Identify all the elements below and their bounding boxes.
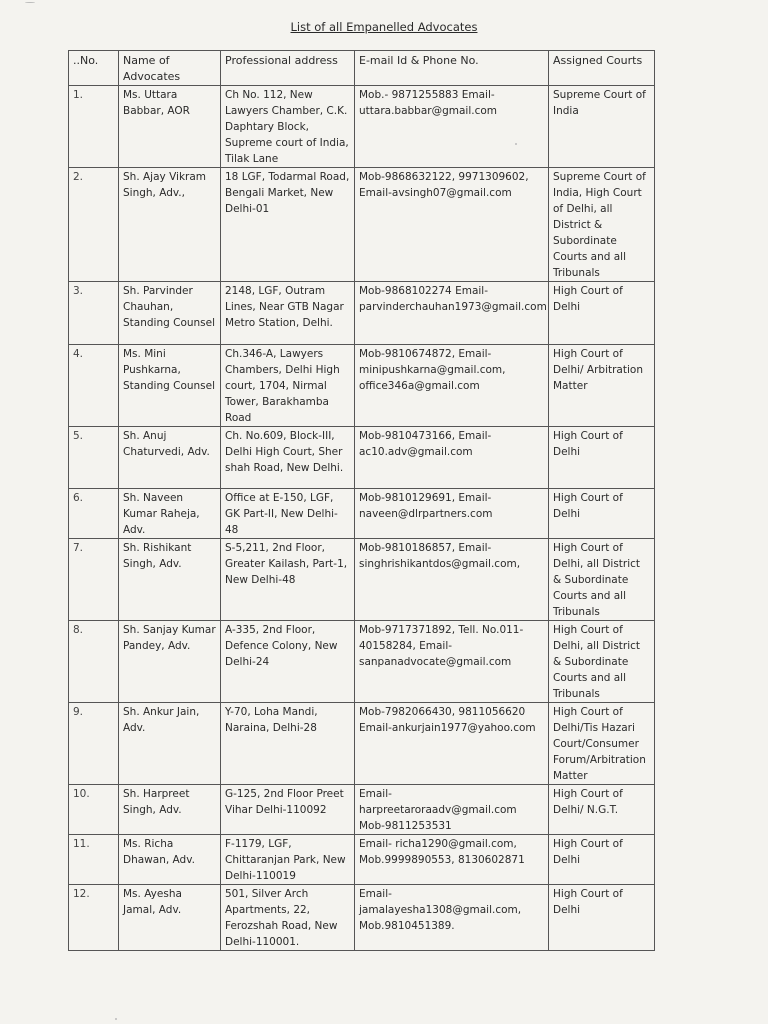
cell-name: Ms. Ayesha Jamal, Adv. <box>119 885 221 951</box>
cell-courts: High Court of Delhi <box>549 489 655 539</box>
cell-address: G-125, 2nd Floor Preet Vihar Delhi-110092 <box>221 785 355 835</box>
cell-name: Sh. Anuj Chaturvedi, Adv. <box>119 427 221 489</box>
table-row <box>69 621 655 703</box>
cell-contact: Mob.- 9871255883 Email-uttara.babbar@gmail.com <box>355 86 549 168</box>
cell-address: A-335, 2nd Floor, Defence Colony, New Delhi-24 <box>221 621 355 703</box>
cell-address: F-1179, LGF, Chittaranjan Park, New Delhi-110019 <box>221 835 355 885</box>
cell-contact: Mob-9810129691, Email- naveen@dlrpartners.com <box>355 489 549 539</box>
cell-contact: Email-harpreetaroraadv@gmail.com Mob-9811253531 <box>355 785 549 835</box>
advocates-table <box>68 50 655 951</box>
cell-address: Ch.346-A, Lawyers Chambers, Delhi High court, 1704, Nirmal Tower, Barakhamba Road <box>221 345 355 427</box>
cell-courts: High Court of Delhi <box>549 885 655 951</box>
page-title: List of all Empanelled Advocates <box>290 20 478 34</box>
cell-address: 2148, LGF, Outram Lines, Near GTB Nagar Metro Station, Delhi. <box>221 282 355 345</box>
cell-name: Sh. Sanjay Kumar Pandey, Adv. <box>119 621 221 703</box>
scan-mark <box>25 2 35 3</box>
header-address: Professional address <box>221 51 355 86</box>
table-row <box>69 885 655 951</box>
table-row <box>69 427 655 489</box>
cell-contact: Mob-7982066430, 9811056620 Email-ankurjain1977@yahoo.com <box>355 703 549 785</box>
cell-courts: Supreme Court of India <box>549 86 655 168</box>
cell-courts: High Court of Delhi/ N.G.T. <box>549 785 655 835</box>
cell-sno: 10. <box>69 785 119 835</box>
table-row <box>69 835 655 885</box>
cell-courts: High Court of Delhi <box>549 427 655 489</box>
cell-sno: 4. <box>69 345 119 427</box>
cell-address: S-5,211, 2nd Floor, Greater Kailash, Part-1, New Delhi-48 <box>221 539 355 621</box>
header-courts: Assigned Courts <box>549 51 655 86</box>
cell-name: Sh. Naveen Kumar Raheja, Adv. <box>119 489 221 539</box>
header-name: Name of Advocates <box>119 51 221 86</box>
table-header-row <box>69 51 655 86</box>
scan-mark <box>515 143 517 145</box>
table-row <box>69 282 655 345</box>
header-contact: E-mail Id & Phone No. <box>355 51 549 86</box>
cell-name: Sh. Harpreet Singh, Adv. <box>119 785 221 835</box>
cell-contact: Mob-9868632122, 9971309602, Email-avsingh07@gmail.com <box>355 168 549 282</box>
cell-contact: Mob-9717371892, Tell. No.011-40158284, Email-sanpanadvocate@gmail.com <box>355 621 549 703</box>
cell-sno: 6. <box>69 489 119 539</box>
cell-sno: 9. <box>69 703 119 785</box>
cell-address: Ch No. 112, New Lawyers Chamber, C.K. Daphtary Block, Supreme court of India, Tilak Lane <box>221 86 355 168</box>
table-row <box>69 539 655 621</box>
cell-name: Ms. Uttara Babbar, AOR <box>119 86 221 168</box>
header-sno: ..No. <box>69 51 119 86</box>
cell-address: 18 LGF, Todarmal Road, Bengali Market, New Delhi-01 <box>221 168 355 282</box>
cell-contact: Mob-9810473166, Email-ac10.adv@gmail.com <box>355 427 549 489</box>
table-row <box>69 86 655 168</box>
cell-courts: High Court of Delhi, all District & Subordinate Courts and all Tribunals <box>549 539 655 621</box>
cell-name: Sh. Ankur Jain, Adv. <box>119 703 221 785</box>
cell-sno: 5. <box>69 427 119 489</box>
cell-courts: High Court of Delhi <box>549 835 655 885</box>
table-row <box>69 703 655 785</box>
cell-contact: Mob-9868102274 Email-parvinderchauhan1973@gmail.com <box>355 282 549 345</box>
cell-courts: Supreme Court of India, High Court of Delhi, all District & Subordinate Courts and all Tribunals <box>549 168 655 282</box>
cell-contact: Email- richa1290@gmail.com, Mob.9999890553, 8130602871 <box>355 835 549 885</box>
cell-address: 501, Silver Arch Apartments, 22, Ferozshah Road, New Delhi-110001. <box>221 885 355 951</box>
cell-sno: 12. <box>69 885 119 951</box>
cell-address: Y-70, Loha Mandi, Naraina, Delhi-28 <box>221 703 355 785</box>
cell-sno: 8. <box>69 621 119 703</box>
cell-address: Office at E-150, LGF, GK Part-II, New Delhi-48 <box>221 489 355 539</box>
table-row <box>69 168 655 282</box>
cell-address: Ch. No.609, Block-III, Delhi High Court, Sher shah Road, New Delhi. <box>221 427 355 489</box>
cell-sno: 1. <box>69 86 119 168</box>
cell-sno: 7. <box>69 539 119 621</box>
cell-name: Sh. Parvinder Chauhan, Standing Counsel <box>119 282 221 345</box>
table-row <box>69 489 655 539</box>
cell-courts: High Court of Delhi/Tis Hazari Court/Consumer Forum/Arbitration Matter <box>549 703 655 785</box>
cell-name: Sh. Rishikant Singh, Adv. <box>119 539 221 621</box>
table-row <box>69 345 655 427</box>
cell-courts: High Court of Delhi <box>549 282 655 345</box>
cell-sno: 11. <box>69 835 119 885</box>
cell-name: Ms. Richa Dhawan, Adv. <box>119 835 221 885</box>
cell-name: Ms. Mini Pushkarna, Standing Counsel <box>119 345 221 427</box>
cell-name: Sh. Ajay Vikram Singh, Adv., <box>119 168 221 282</box>
table-row <box>69 785 655 835</box>
cell-sno: 2. <box>69 168 119 282</box>
cell-courts: High Court of Delhi, all District & Subordinate Courts and all Tribunals <box>549 621 655 703</box>
cell-courts: High Court of Delhi/ Arbitration Matter <box>549 345 655 427</box>
cell-sno: 3. <box>69 282 119 345</box>
cell-contact: Email-jamalayesha1308@gmail.com, Mob.9810451389. <box>355 885 549 951</box>
scan-mark <box>115 1018 117 1020</box>
cell-contact: Mob-9810186857, Email-singhrishikantdos@gmail.com, <box>355 539 549 621</box>
cell-contact: Mob-9810674872, Email-minipushkarna@gmail.com, office346a@gmail.com <box>355 345 549 427</box>
